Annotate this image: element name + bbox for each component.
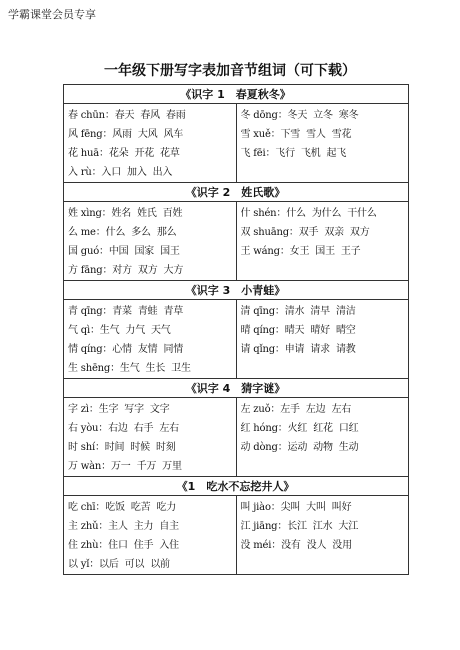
word: 大江 [338,521,359,532]
character-pinyin: 方 fāng： [68,265,113,276]
word: 卫生 [171,363,191,374]
word: 清水 [284,306,305,317]
section-left-column [64,496,237,575]
character-pinyin: 雪 xuě： [240,129,281,140]
word: 万一 [110,461,131,472]
word: 青草 [163,306,184,317]
character-pinyin: 春 chūn： [68,110,115,121]
word: 大风 [137,129,158,140]
character-pinyin: 叫 jiào： [240,502,281,513]
word: 大叫 [306,502,326,513]
word: 入住 [159,540,179,551]
word-entry [68,302,231,321]
word: 起飞 [326,148,347,159]
word-entry [241,438,404,457]
section-header-row [64,281,409,300]
section-heading: 《识字 1 春夏秋冬》 [64,85,409,104]
word: 左边 [305,404,326,415]
word-entry [68,261,231,280]
word: 风车 [163,129,184,140]
word: 生气 [119,363,140,374]
word-table [63,84,409,575]
word: 生动 [338,442,359,453]
word: 同情 [163,344,184,355]
word-entry [241,223,404,242]
word: 晴天 [284,325,305,336]
word: 春雨 [165,110,186,121]
word: 生长 [145,363,166,374]
character-pinyin: 主 zhǔ： [68,521,109,532]
word-entry [68,242,231,261]
word: 寒冬 [338,110,359,121]
character-pinyin: 请 qǐng： [240,344,285,355]
word: 吃苦 [130,502,151,513]
word-entry [241,106,404,125]
word-entry [68,321,231,340]
word: 中国 [108,246,129,257]
word-entry [68,457,231,476]
word: 右手 [133,423,154,434]
word: 清早 [310,306,330,317]
word: 干什么 [347,208,377,219]
word: 百姓 [162,208,183,219]
word-entry [68,400,231,419]
word: 飞机 [300,148,321,159]
word: 生气 [99,325,120,336]
word-entry [68,555,231,574]
word-entry [68,498,231,517]
word: 立冬 [313,110,333,121]
character-pinyin: 字 zì： [68,404,99,415]
word: 心情 [112,344,132,355]
word: 为什么 [311,208,342,219]
character-pinyin: 红 hóng： [240,423,288,434]
section-right-column [236,398,409,477]
section-left-column [64,104,237,183]
section-right-column [236,496,409,575]
word: 没有 [281,540,301,551]
word: 女王 [289,246,310,257]
word-entry [241,340,404,359]
word: 大方 [163,265,184,276]
word-entry [241,536,404,555]
word: 千万 [136,461,157,472]
word-entry [68,419,231,438]
character-pinyin: 晴 qíng： [240,325,285,336]
word: 什么 [105,227,126,238]
word: 冬天 [287,110,308,121]
brand-label: 学霸课堂会员专享 [8,8,96,21]
word: 花草 [160,148,180,159]
word: 晴空 [335,325,356,336]
word-entry [68,517,231,536]
word: 风雨 [112,129,132,140]
word: 花朵 [108,148,129,159]
word: 住口 [108,540,128,551]
word: 雪人 [306,129,326,140]
word: 飞行 [275,148,295,159]
word: 姓名 [111,208,132,219]
word: 晴好 [310,325,330,336]
character-pinyin: 时 shí： [68,442,105,453]
word-entry [68,359,231,378]
character-pinyin: 气 qì： [68,325,100,336]
word: 以后 [99,559,119,570]
word-entry [68,438,231,457]
character-pinyin: 王 wáng： [240,246,290,257]
word: 申请 [284,344,305,355]
section-header-row [64,477,409,496]
word: 友情 [137,344,158,355]
section-body-row [64,496,409,575]
word: 没用 [332,540,352,551]
word-entry [68,223,231,242]
word-entry [68,163,231,182]
character-pinyin: 什 shén： [240,208,287,219]
character-pinyin: 江 jiāng： [240,521,288,532]
word: 以前 [150,559,170,570]
word-entry [241,302,404,321]
word: 双方 [349,227,370,238]
word: 自主 [159,521,179,532]
word: 万里 [162,461,182,472]
word: 可以 [124,559,145,570]
character-pinyin: 生 shēng： [68,363,120,374]
word: 口红 [338,423,359,434]
section-heading: 《1 吃水不忘挖井人》 [64,477,409,496]
word: 动物 [313,442,333,453]
word: 下雪 [280,129,301,140]
word: 右边 [108,423,128,434]
section-right-column [236,104,409,183]
word: 姓氏 [137,208,157,219]
section-left-column [64,300,237,379]
section-heading: 《识字 3 小青蛙》 [64,281,409,300]
section-header-row [64,183,409,202]
word: 王子 [340,246,361,257]
word: 清洁 [335,306,356,317]
word: 什么 [286,208,306,219]
word: 国王 [160,246,180,257]
word: 左右 [331,404,352,415]
word: 双手 [298,227,319,238]
section-body-row [64,104,409,183]
word-entry [241,144,404,163]
word: 红花 [313,423,333,434]
character-pinyin: 以 yǐ： [68,559,100,570]
character-pinyin: 花 huā： [68,148,109,159]
word: 天气 [151,325,171,336]
word: 左手 [280,404,300,415]
character-pinyin: 青 qīng： [68,306,113,317]
word: 文字 [149,404,170,415]
character-pinyin: 国 guó： [68,246,109,257]
word-entry [241,125,404,144]
word: 国家 [134,246,155,257]
word: 对方 [112,265,132,276]
word-entry [68,340,231,359]
word-entry [241,419,404,438]
word: 住手 [133,540,154,551]
word: 入口 [101,167,122,178]
word-entry [241,242,404,261]
word: 力气 [125,325,145,336]
character-pinyin: 万 wàn： [68,461,111,472]
character-pinyin: 住 zhù： [68,540,109,551]
word: 主人 [108,521,128,532]
section-body-row [64,300,409,379]
character-pinyin: 飞 fēi： [240,148,276,159]
word: 青蛙 [137,306,158,317]
character-pinyin: 姓 xìng： [68,208,112,219]
word: 双方 [137,265,158,276]
word-entry [68,204,231,223]
word: 多么 [131,227,151,238]
section-right-column [236,300,409,379]
character-pinyin: 吃 chī： [68,502,106,513]
word: 生字 [98,404,119,415]
character-pinyin: 入 rù： [68,167,102,178]
word: 时刻 [155,442,176,453]
word: 开花 [134,148,155,159]
word: 国王 [315,246,335,257]
section-heading: 《识字 2 姓氏歌》 [64,183,409,202]
word: 主力 [133,521,154,532]
character-pinyin: 冬 dōng： [240,110,288,121]
character-pinyin: 情 qíng： [68,344,113,355]
word: 叫好 [331,502,352,513]
word: 雪花 [331,129,352,140]
word-entry [68,536,231,555]
word: 春天 [114,110,135,121]
section-body-row [64,398,409,477]
section-header-row [64,379,409,398]
word: 尖叫 [280,502,301,513]
character-pinyin: 没 méi： [240,540,282,551]
word: 吃饭 [105,502,125,513]
word-entry [241,321,404,340]
word: 左右 [159,423,179,434]
section-left-column [64,202,237,281]
section-heading: 《识字 4 猜字谜》 [64,379,409,398]
character-pinyin: 动 dòng： [240,442,288,453]
character-pinyin: 左 zuǒ： [240,404,281,415]
word: 请求 [310,344,330,355]
section-right-column [236,202,409,281]
word: 加入 [127,167,147,178]
word: 江水 [312,521,333,532]
word: 春风 [140,110,160,121]
section-left-column [64,398,237,477]
page-title: 一年级下册写字表加音节组词（可下载） [104,63,356,79]
word-entry [241,517,404,536]
word: 没人 [306,540,327,551]
word: 那么 [156,227,177,238]
word-entry [68,125,231,144]
word: 运动 [287,442,308,453]
word: 时候 [130,442,150,453]
character-pinyin: 风 fēng： [68,129,113,140]
word-entry [241,498,404,517]
character-pinyin: 清 qīng： [240,306,285,317]
word: 青菜 [112,306,132,317]
word-entry [241,204,404,223]
word: 火红 [287,423,308,434]
word: 写字 [124,404,144,415]
word: 请教 [335,344,356,355]
word: 时间 [104,442,125,453]
character-pinyin: 右 yòu： [68,423,109,434]
word: 双亲 [324,227,344,238]
word-entry [241,400,404,419]
section-header-row [64,85,409,104]
word-entry [68,144,231,163]
word-entry [68,106,231,125]
character-pinyin: 么 me： [68,227,106,238]
word: 出入 [152,167,173,178]
word: 长江 [287,521,307,532]
character-pinyin: 双 shuāng： [240,227,299,238]
section-body-row [64,202,409,281]
word: 吃力 [156,502,177,513]
